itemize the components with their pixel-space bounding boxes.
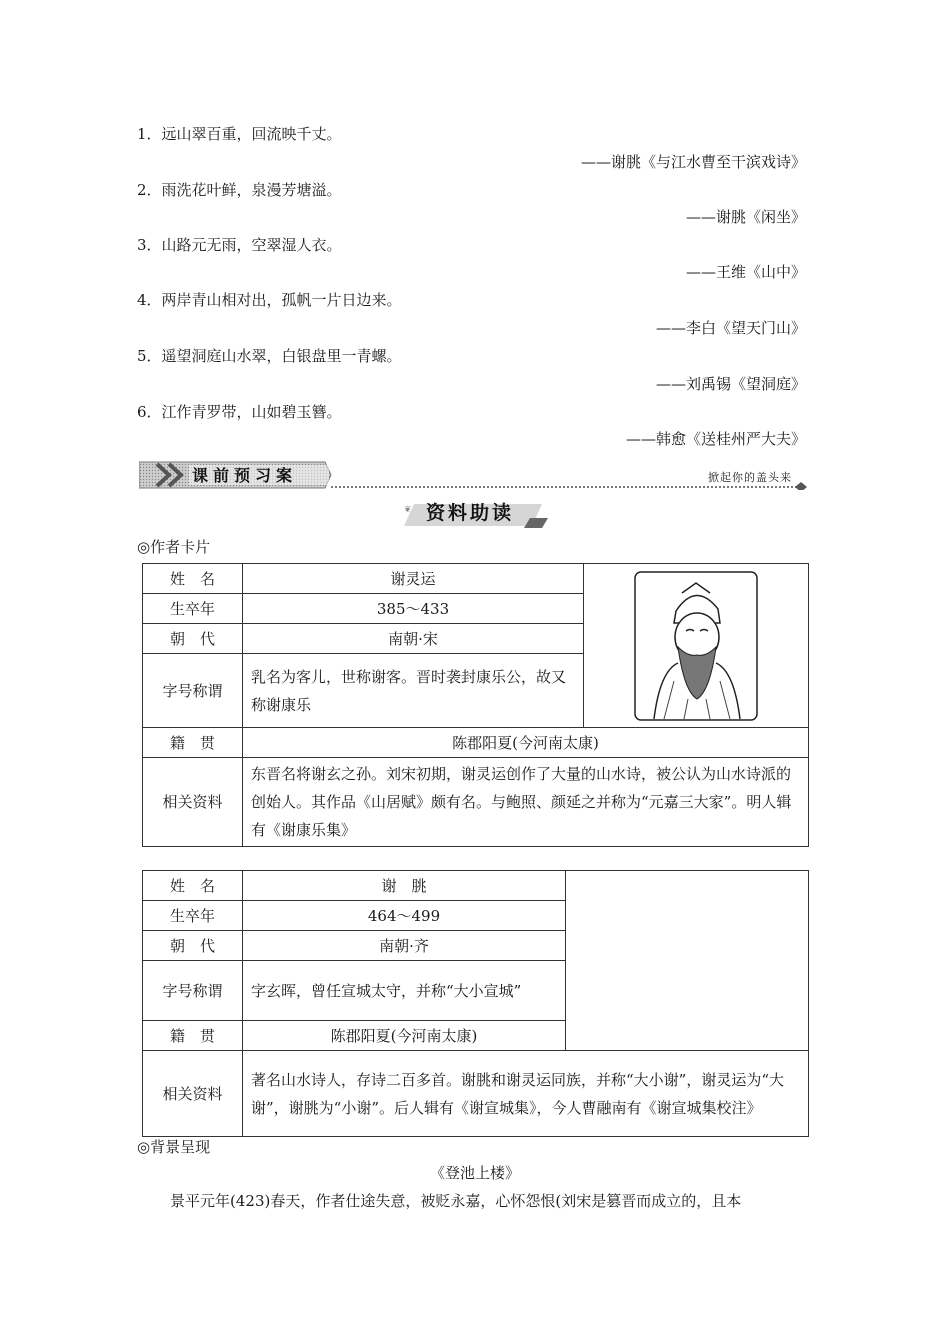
dynasty-value: 南朝·齐: [243, 931, 566, 961]
poem-source-4: ——李白《望天门山》: [655, 319, 806, 337]
alias-value: 字玄晖，曾任宣城太守，并称“大小宣城”: [243, 961, 566, 1021]
poem-source-5: ——刘禹锡《望洞庭》: [655, 375, 806, 393]
name-value: 谢灵运: [243, 564, 584, 594]
svg-text:❦: ❦: [404, 505, 412, 515]
life-value: 385～433: [243, 594, 584, 624]
name-key: 姓 名: [143, 564, 243, 594]
poem-line-2: 2．雨洗花叶鲜，泉漫芳塘溢。: [137, 181, 342, 199]
info-key: 相关资料: [143, 758, 243, 847]
background-label: ◎背景呈现: [137, 1138, 211, 1156]
poem-source-6: ——韩愈《送桂州严大夫》: [625, 430, 806, 448]
dynasty-value: 南朝·宋: [243, 624, 584, 654]
portrait-cell-empty: [566, 871, 809, 1051]
life-key: 生卒年: [143, 594, 243, 624]
poem-source-2: ——谢朓《闲坐》: [685, 208, 806, 226]
hometown-key: 籍 贯: [143, 1021, 243, 1051]
info-value: 著名山水诗人，存诗二百多首。谢朓和谢灵运同族，并称“大小谢”，谢灵运为“大谢”，谢朓为“小谢”。后人辑有《谢宣城集》，今人曹融南有《谢宣城集校注》: [243, 1051, 809, 1137]
background-paragraph: 景平元年(423)春天，作者仕途失意，被贬永嘉，心怀怨恨(刘宋是篡晋而成立的，且本: [170, 1192, 742, 1210]
section-title: 资料助读: [426, 502, 515, 524]
portrait-cell: [584, 564, 809, 728]
author-card-xie-tiao: [142, 870, 809, 1137]
poem-line-4: 4．两岸青山相对出，孤帆一片日边来。: [137, 291, 402, 309]
portrait-image: [634, 571, 758, 721]
hometown-value: 陈郡阳夏(今河南太康): [243, 728, 809, 758]
hometown-key: 籍 贯: [143, 728, 243, 758]
poem-line-3: 3．山路元无雨，空翠湿人衣。: [137, 236, 342, 254]
banner-title: 课前预习案: [192, 466, 298, 485]
alias-key: 字号称谓: [143, 654, 243, 728]
info-key: 相关资料: [143, 1051, 243, 1137]
hometown-value: 陈郡阳夏(今河南太康): [243, 1021, 566, 1051]
banner-subtitle: 掀起你的盖头来: [708, 471, 792, 484]
life-key: 生卒年: [143, 901, 243, 931]
name-key: 姓 名: [143, 871, 243, 901]
poem-source-1: ——谢朓《与江水曹至干滨戏诗》: [580, 153, 806, 171]
dynasty-key: 朝 代: [143, 624, 243, 654]
poem-source-3: ——王维《山中》: [685, 263, 806, 281]
info-value: 东晋名将谢玄之孙。刘宋初期，谢灵运创作了大量的山水诗，被公认为山水诗派的创始人。其作品《山居赋》颇有名。与鲍照、颜延之并称为“元嘉三大家”。明人辑有《谢康乐集》: [243, 758, 809, 847]
author-card-xie-lingyun: [142, 563, 809, 847]
name-value: 谢 朓: [243, 871, 566, 901]
poem-line-6: 6．江作青罗带，山如碧玉簪。: [137, 403, 342, 421]
author-card-label: ◎作者卡片: [137, 538, 211, 556]
poem-line-1: 1．远山翠百重，回流映千丈。: [137, 125, 342, 143]
life-value: 464～499: [243, 901, 566, 931]
alias-key: 字号称谓: [143, 961, 243, 1021]
alias-value: 乳名为客儿，世称谢客。晋时袭封康乐公，故又称谢康乐: [243, 654, 584, 728]
poem-title: 《登池上楼》: [429, 1164, 520, 1182]
dynasty-key: 朝 代: [143, 931, 243, 961]
poem-line-5: 5．遥望洞庭山水翠，白银盘里一青螺。: [137, 347, 402, 365]
